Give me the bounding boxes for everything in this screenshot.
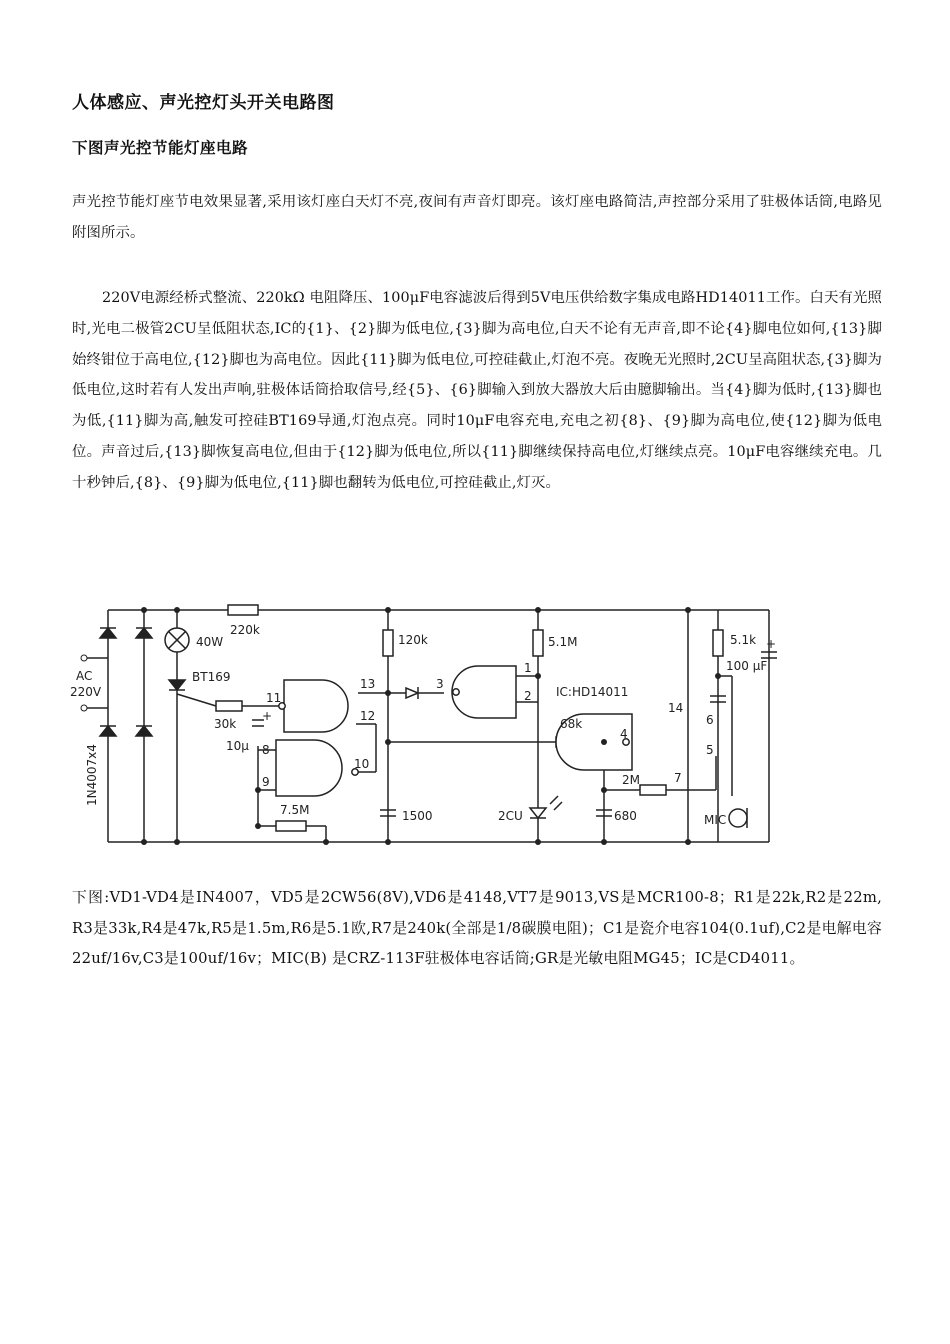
section-subtitle: 下图声光控节能灯座电路 [72, 139, 249, 157]
r-68k-label: 68k [560, 717, 583, 731]
ac-label: AC [76, 669, 93, 683]
photodiode-label: 2CU [498, 809, 523, 823]
pin-12: 12 [360, 709, 376, 723]
r-30k-label: 30k [214, 717, 237, 731]
r-220k-label: 220k [230, 623, 260, 637]
r-120k-label: 120k [398, 633, 428, 647]
c-plus-label: + [262, 709, 273, 723]
scr-label: BT169 [192, 670, 231, 684]
c-100u-label: 100 μF [726, 659, 768, 673]
pin-6: 6 [706, 713, 714, 727]
r-2m-label: 2M [622, 773, 640, 787]
pin-7: 7 [674, 771, 682, 785]
pin-11: 11 [266, 691, 282, 705]
circuit-diagram [66, 596, 778, 860]
pin-14: 14 [668, 701, 684, 715]
ac-voltage-label: 220V [70, 685, 102, 699]
description-paragraph: 220V电源经桥式整流、220kΩ 电阻降压、100μF电容滤波后得到5V电压供给数字集成电路HD14011工作。白天有光照时,光电二极管2CU呈低阻状态,IC的{1}、{2}脚为低电位,{3}脚为高电位,白天不论有无声音,即不论{4}脚电位如何,{13}脚始终钳位于高电位,{12}脚也为高电位。因此{11}脚为低电位,可控硅截止,灯泡不亮。夜晚无光照时,2CU呈高阻状态,{3}脚为低电位,这时若有人发出声响,驻极体话筒拾取信号,经{5}、{6}脚输入到放大器放大后由臆脚输出。当{4}脚为低时,{13}脚也为低,{11}脚为高,触发可控硅BT169导通,灯泡点亮。同时10μF电容充电,充电之初{8}、{9}脚为高电位,使{12}脚为低电位。声音过后,{13}脚恢复高电位,但由于{12}脚为低电位,所以{11}脚继续保持高电位,灯继续点亮。10μF电容继续充电。几十秒钟后,{8}、{9}脚为低电位,{11}脚也翻转为低电位,可控硅截止,灯灭。 [72, 290, 882, 491]
r-5-1m-label: 5.1M [548, 635, 578, 649]
component-list-paragraph: 下图:VD1-VD4是IN4007，VD5是2CW56(8V),VD6是4148,VT7是9013,VS是MCR100-8；R1是22k,R2是22m, R3是33k,R4是47k,R5是1.5m,R6是5.1欧,R7是240k(全部是1/8碳膜电阻)；C1是瓷介电容104(0.1uf),C2是电解电容22uf/16v,C3是100uf/16v；MIC(B) 是CRZ-113F驻极体电容话筒;GR是光敏电阻MG45；IC是CD4011。 [72, 889, 882, 968]
intro-paragraph: 声光控节能灯座节电效果显著,采用该灯座白天灯不亮,夜间有声音灯即亮。该灯座电路简洁,声控部分采用了驻极体话筒,电路见附图所示。 [72, 194, 882, 241]
bridge-label: 1N4007x4 [85, 744, 99, 806]
pin-2: 2 [524, 689, 532, 703]
mic-label: MIC [704, 813, 727, 827]
pin-8: 8 [262, 743, 270, 757]
r-7-5m-label: 7.5M [280, 803, 310, 817]
pin-4: 4 [620, 727, 628, 741]
pin-10: 10 [354, 757, 370, 771]
pin-5: 5 [706, 743, 714, 757]
c-100u-plus-label: + [766, 637, 777, 651]
page-title: 人体感应、声光控灯头开关电路图 [72, 93, 335, 113]
pin-13: 13 [360, 677, 376, 691]
pin-3: 3 [436, 677, 444, 691]
ic-label: IC:HD14011 [556, 685, 629, 699]
r-5-1k-label: 5.1k [730, 633, 757, 647]
pin-1: 1 [524, 661, 532, 675]
pin-9: 9 [262, 775, 270, 789]
c-680-label: 680 [614, 809, 637, 823]
c-1500-label: 1500 [402, 809, 433, 823]
lamp-label: 40W [196, 635, 224, 649]
c-10u-label: 10μ [226, 739, 249, 753]
